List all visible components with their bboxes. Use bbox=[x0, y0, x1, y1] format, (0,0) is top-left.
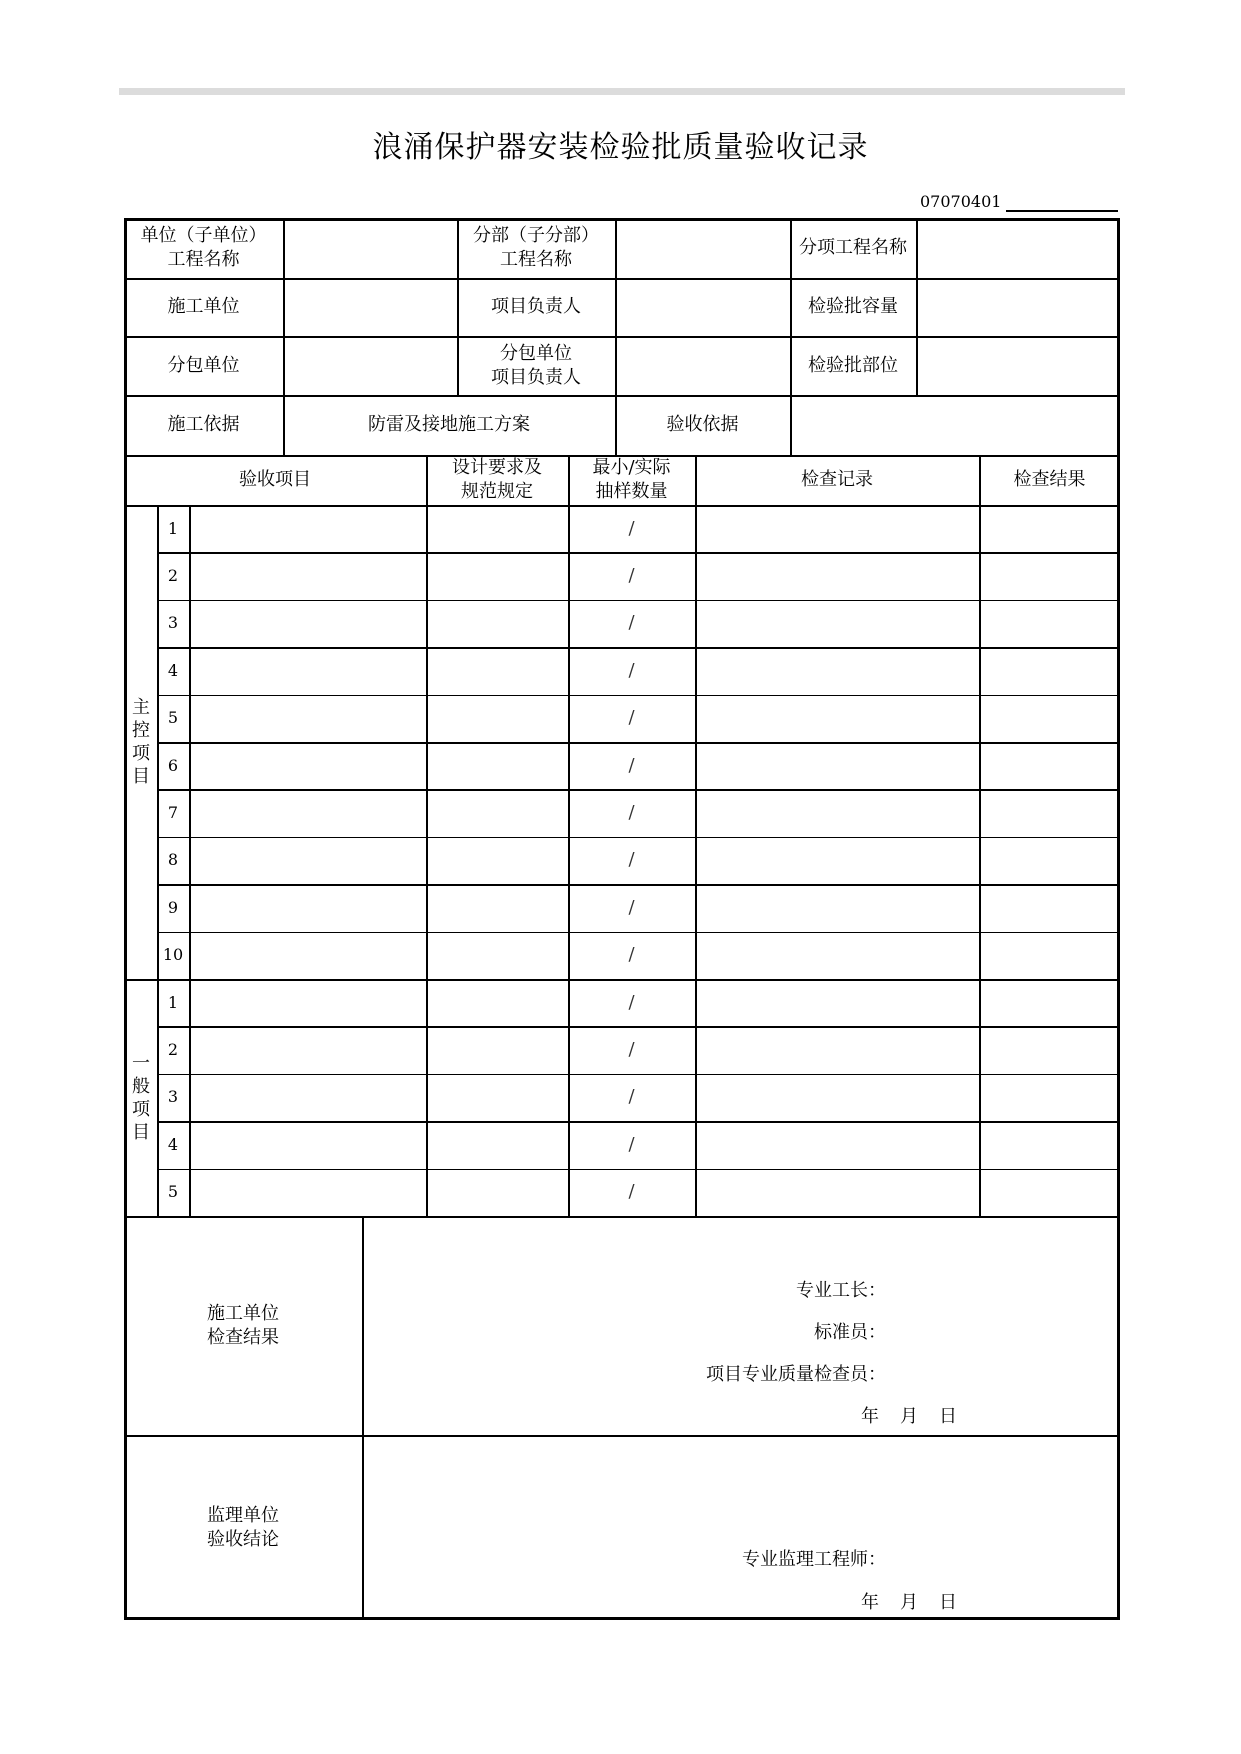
general-sample-slash: / bbox=[628, 1086, 635, 1108]
main-row-number: 2 bbox=[167, 566, 179, 586]
general-record-field[interactable] bbox=[695, 1074, 979, 1121]
general-sample-slash: / bbox=[628, 1039, 635, 1061]
general-design-field[interactable] bbox=[426, 1121, 568, 1168]
main-result-field[interactable] bbox=[979, 505, 1120, 552]
main-row-number: 4 bbox=[167, 660, 179, 680]
general-row-number: 3 bbox=[167, 1087, 179, 1107]
form-code: 07070401 bbox=[920, 192, 1002, 211]
construction-date-1: 月 bbox=[900, 1406, 918, 1427]
general-sample-slash: / bbox=[628, 991, 635, 1013]
col-header-sample: 最小/实际 抽样数量 bbox=[592, 457, 671, 502]
general-result-field[interactable] bbox=[979, 1169, 1120, 1216]
main-record-field[interactable] bbox=[695, 932, 979, 979]
project-manager-field[interactable] bbox=[615, 278, 790, 336]
main-sample-slash: / bbox=[628, 517, 635, 539]
main-result-field[interactable] bbox=[979, 789, 1120, 836]
general-row-number: 5 bbox=[167, 1182, 179, 1202]
construction-basis-value: 防雷及接地施工方案 bbox=[368, 414, 530, 435]
supervision-engineer-signature-label: 专业监理工程师： bbox=[742, 1549, 886, 1570]
unit-name-field[interactable] bbox=[283, 218, 457, 278]
main-sample-slash: / bbox=[628, 565, 635, 587]
general-sample-slash: / bbox=[628, 1181, 635, 1203]
main-record-field[interactable] bbox=[695, 789, 979, 836]
document-title: 浪涌保护器安装检验批质量验收记录 bbox=[372, 130, 869, 165]
batch-capacity-field[interactable] bbox=[916, 278, 1120, 336]
main-design-field[interactable] bbox=[426, 884, 568, 931]
construction-unit-label: 施工单位 bbox=[167, 296, 240, 317]
general-design-field[interactable] bbox=[426, 979, 568, 1026]
general-item-field[interactable] bbox=[189, 979, 426, 1026]
main-record-field[interactable] bbox=[695, 742, 979, 789]
main-record-field[interactable] bbox=[695, 505, 979, 552]
main-row-number: 9 bbox=[167, 897, 179, 917]
main-record-field[interactable] bbox=[695, 552, 979, 599]
main-row-number: 3 bbox=[167, 613, 179, 633]
construction-date-0: 年 bbox=[861, 1406, 879, 1427]
general-row-number: 2 bbox=[167, 1040, 179, 1060]
col-header-design: 设计要求及 规范规定 bbox=[452, 457, 542, 502]
main-row-number: 6 bbox=[167, 755, 179, 775]
construction-basis-label: 施工依据 bbox=[167, 414, 240, 435]
batch-part-field[interactable] bbox=[916, 336, 1120, 395]
main-item-field[interactable] bbox=[189, 552, 426, 599]
main-item-field[interactable] bbox=[189, 505, 426, 552]
supervision-label: 监理单位 验收结论 bbox=[207, 1504, 279, 1550]
main-design-field[interactable] bbox=[426, 505, 568, 552]
main-sample-slash: / bbox=[628, 896, 635, 918]
unit-name-label: 单位（子单位） 工程名称 bbox=[140, 225, 267, 270]
subcontract-manager-label: 分包单位 项目负责人 bbox=[491, 342, 581, 388]
main-record-field[interactable] bbox=[695, 647, 979, 694]
main-record-field[interactable] bbox=[695, 837, 979, 884]
main-control-items-label: 主 控 项 目 bbox=[132, 697, 150, 787]
subcontract-unit-field[interactable] bbox=[283, 336, 457, 395]
main-result-field[interactable] bbox=[979, 837, 1120, 884]
general-sample-slash: / bbox=[628, 1133, 635, 1155]
general-result-field[interactable] bbox=[979, 979, 1120, 1026]
general-row-number: 1 bbox=[167, 992, 179, 1012]
general-items-label: 一 般 项 目 bbox=[132, 1052, 150, 1143]
main-row-number: 5 bbox=[167, 708, 179, 728]
acceptance-basis-field[interactable] bbox=[790, 395, 1120, 455]
batch-capacity-label: 检验批容量 bbox=[808, 296, 898, 317]
main-item-field[interactable] bbox=[189, 742, 426, 789]
main-sample-slash: / bbox=[628, 802, 635, 824]
general-record-field[interactable] bbox=[695, 979, 979, 1026]
general-design-field[interactable] bbox=[426, 1026, 568, 1073]
main-sample-slash: / bbox=[628, 944, 635, 966]
main-item-field[interactable] bbox=[189, 932, 426, 979]
main-result-field[interactable] bbox=[979, 600, 1120, 647]
foreman-signature-label: 专业工长： bbox=[796, 1280, 886, 1301]
main-item-field[interactable] bbox=[189, 600, 426, 647]
general-record-field[interactable] bbox=[695, 1026, 979, 1073]
main-item-field[interactable] bbox=[189, 789, 426, 836]
main-result-field[interactable] bbox=[979, 695, 1120, 742]
main-sample-slash: / bbox=[628, 754, 635, 776]
main-result-field[interactable] bbox=[979, 647, 1120, 694]
construction-check-label: 施工单位 检查结果 bbox=[207, 1302, 279, 1348]
main-item-field[interactable] bbox=[189, 647, 426, 694]
main-design-field[interactable] bbox=[426, 552, 568, 599]
main-item-field[interactable] bbox=[189, 837, 426, 884]
col-header-item: 验收项目 bbox=[239, 469, 311, 490]
supervision-date-0: 年 bbox=[861, 1592, 879, 1613]
general-result-field[interactable] bbox=[979, 1121, 1120, 1168]
main-design-field[interactable] bbox=[426, 789, 568, 836]
acceptance-basis-label: 验收依据 bbox=[666, 414, 739, 435]
main-design-field[interactable] bbox=[426, 932, 568, 979]
general-row-number: 4 bbox=[167, 1134, 179, 1154]
main-sample-slash: / bbox=[628, 659, 635, 681]
subcontract-manager-field[interactable] bbox=[615, 336, 790, 395]
main-design-field[interactable] bbox=[426, 742, 568, 789]
main-row-number: 1 bbox=[167, 518, 179, 538]
main-result-field[interactable] bbox=[979, 742, 1120, 789]
main-design-field[interactable] bbox=[426, 647, 568, 694]
main-sample-slash: / bbox=[628, 849, 635, 871]
general-design-field[interactable] bbox=[426, 1169, 568, 1216]
col-header-result: 检查结果 bbox=[1013, 469, 1086, 490]
main-record-field[interactable] bbox=[695, 884, 979, 931]
supervision-date-1: 月 bbox=[900, 1592, 918, 1613]
subcontract-unit-label: 分包单位 bbox=[167, 354, 240, 376]
main-item-field[interactable] bbox=[189, 695, 426, 742]
main-record-field[interactable] bbox=[695, 695, 979, 742]
item-name-field[interactable] bbox=[916, 218, 1120, 278]
standard-officer-signature-label: 标准员： bbox=[814, 1322, 886, 1343]
item-name-label: 分项工程名称 bbox=[799, 237, 907, 258]
quality-inspector-signature-label: 项目专业质量检查员： bbox=[706, 1364, 886, 1385]
footer-col-line bbox=[362, 1216, 364, 1620]
main-record-field[interactable] bbox=[695, 600, 979, 647]
general-item-field[interactable] bbox=[189, 1121, 426, 1168]
main-row-number: 7 bbox=[167, 803, 179, 823]
main-result-field[interactable] bbox=[979, 932, 1120, 979]
construction-unit-field[interactable] bbox=[283, 278, 457, 336]
batch-part-label: 检验批部位 bbox=[808, 354, 898, 376]
construction-date-2: 日 bbox=[939, 1406, 957, 1427]
project-manager-label: 项目负责人 bbox=[491, 296, 581, 317]
main-row-number: 10 bbox=[162, 945, 184, 965]
general-result-field[interactable] bbox=[979, 1074, 1120, 1121]
main-sample-slash: / bbox=[628, 707, 635, 729]
main-design-field[interactable] bbox=[426, 600, 568, 647]
supervision-date-2: 日 bbox=[939, 1592, 957, 1613]
main-row-number: 8 bbox=[167, 850, 179, 870]
main-design-field[interactable] bbox=[426, 695, 568, 742]
general-record-field[interactable] bbox=[695, 1121, 979, 1168]
general-design-field[interactable] bbox=[426, 1074, 568, 1121]
main-result-field[interactable] bbox=[979, 552, 1120, 599]
main-sample-slash: / bbox=[628, 612, 635, 634]
form-code-underline bbox=[1006, 210, 1118, 212]
general-item-field[interactable] bbox=[189, 1026, 426, 1073]
general-item-field[interactable] bbox=[189, 1074, 426, 1121]
main-item-field[interactable] bbox=[189, 884, 426, 931]
main-design-field[interactable] bbox=[426, 837, 568, 884]
general-item-field[interactable] bbox=[189, 1169, 426, 1216]
general-record-field[interactable] bbox=[695, 1169, 979, 1216]
main-result-field[interactable] bbox=[979, 884, 1120, 931]
col-header-record: 检查记录 bbox=[801, 469, 873, 490]
subsection-name-label: 分部（子分部） 工程名称 bbox=[473, 225, 599, 270]
subsection-name-field[interactable] bbox=[615, 218, 790, 278]
general-result-field[interactable] bbox=[979, 1026, 1120, 1073]
top-rule bbox=[119, 88, 1125, 95]
